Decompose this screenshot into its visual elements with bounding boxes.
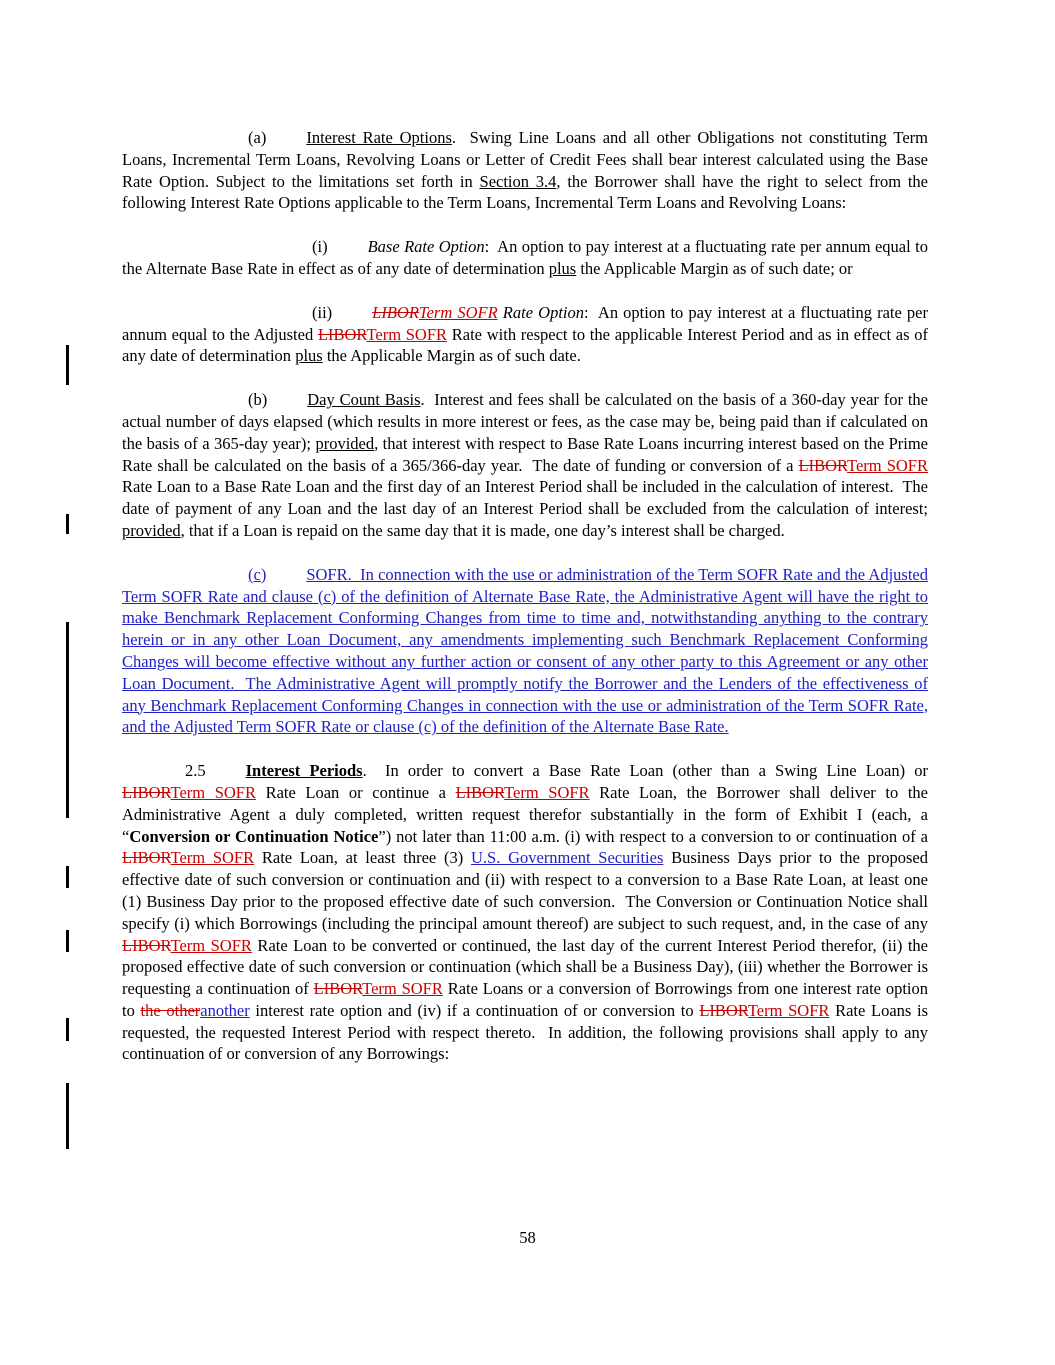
text-run: Rate Loan, at least three (3) [254,848,471,868]
deleted-text: LIBOR [372,302,419,322]
inserted-text: Term SOFR [366,324,448,344]
deleted-text: LIBOR [122,848,171,868]
text-run: . In order to convert a Base Rate Loan (other than a Swing Line Loan) or [362,761,928,781]
inserted-text: Term SOFR [747,1000,830,1020]
text-run: plus [295,346,323,366]
paragraph-a-interest-rate-options [122,127,928,214]
inserted-text: another [200,1000,250,1020]
text-run: the Applicable Margin as of such date. [322,346,581,366]
inserted-text: (c) [248,564,267,584]
text-run: Rate Loan to be converted or continued, the last day of the current Interest Period therefor, (ii) the proposed effective date of such conversion or continuation (which shall be a Business Day), (iii) whether the Borrower is requesting a continuation of [122,935,928,999]
text-run: Conversion or Continuation Notice [129,826,379,846]
text-run: the Applicable Margin as of such date; or [576,258,853,278]
text-run: Rate with respect to the applicable Interest Period and as in effect as of any date of determination [122,324,928,366]
inserted-text: Term SOFR [504,782,590,802]
text-run: ”) not later than 11:00 a.m. (i) with respect to a conversion to or continuation of a [378,826,928,846]
inserted-text: Term SOFR [418,302,498,322]
paragraph-i-base-rate-option [122,236,928,280]
deleted-text: LIBOR [798,455,848,475]
text-run: interest rate option and (iv) if a continuation of or conversion to [249,1000,700,1020]
deleted-text: LIBOR [313,979,363,999]
text-run: 2.5 [185,761,206,781]
paragraph-ii-term-sofr-rate-option [122,302,928,367]
inserted-text: Term SOFR [170,848,255,868]
deleted-text: LIBOR [122,782,171,802]
page-number: 58 [519,1228,536,1247]
text-run: Rate Loans is requested, the requested Interest Period with respect thereto. In addition, the following provisions shall apply to any continuation of or conversion of any Borrowings: [122,1000,928,1064]
change-bar [66,345,69,385]
paragraph-b-day-count-basis [122,389,928,542]
deleted-text: LIBOR [699,1000,748,1020]
text-run: Section 3.4 [479,171,557,191]
change-bar [66,866,69,888]
inserted-text: Term SOFR [847,455,928,475]
text-run: Rate Loan to a Base Rate Loan and the first day of an Interest Period shall be included in the calculation of interest. The date of payment of any Loan and the last day of an Interest Period shall be excluded from the calculation of interest; [122,477,928,519]
text-run: (a) [248,128,267,147]
text-run: . Interest and fees shall be calculated on the basis of a 360-day year for the actual number of days elapsed (which results in more interest or fees, as the case may be, being paid than if calculated on the basis of a 365-day year); [122,390,928,453]
inserted-text: Term SOFR [170,935,252,955]
deleted-text: LIBOR [122,935,171,955]
text-run: Interest Rate Options [306,128,452,147]
text-run: provided [122,520,181,540]
text-run: Rate Option [497,302,584,322]
text-run: (i) [312,237,328,257]
text-run: Rate Loans or a conversion of Borrowings from one interest rate option to [122,979,928,1020]
inserted-text: U.S. Government Securities [470,848,664,868]
text-run: plus [548,258,577,278]
text-run: Rate Loan or continue a [255,782,456,802]
deleted-text: LIBOR [317,324,367,344]
inserted-text: Term SOFR [362,979,443,999]
text-run: Rate Loan, the Borrower shall deliver to the Administrative Agent a duly completed, written request therefor substantially in the form of Exhibit I (each, a “ [122,782,928,846]
change-bar [66,622,69,818]
text-run: , the Borrower shall have the right to select from the following Interest Rate Options applicable to the Term Loans, Incremental Term Loans and Revolving Loans: [122,171,928,213]
inserted-text: Term SOFR [170,782,256,802]
deleted-text: LIBOR [455,782,505,802]
change-bar [66,514,69,534]
paragraph-c-sofr [122,564,928,738]
text-run: : An option to pay interest at a fluctuating rate per annum equal to the Alternate Base Rate in effect as of any date of determination [122,237,928,278]
text-run: Interest Periods [245,761,363,781]
change-bar [66,1083,69,1149]
text-run: (ii) [312,302,333,322]
inserted-text: SOFR. In connection with the use or administration of the Term SOFR Rate and the Adjusted Term SOFR Rate and clause (c) of the definition of Alternate Base Rate, the Administrative Agent will have the right to make Benchmark Replacement Conforming Changes from time to time and, notwithstanding anything to the contrary herein or in any other Loan Document, any amendments implementing such Benchmark Replacement Conforming Changes will become effective without any further action or consent of any other party to this Agreement or any other Loan Document. The Administrative Agent will promptly notify the Borrower and the Lenders of the effectiveness of any Benchmark Replacement Conforming Changes in connection with the use or administration of the Term SOFR Rate, and the Adjusted Term SOFR Rate or clause (c) of the definition of the Alternate Base Rate. [122,564,928,737]
page-content [122,127,928,1087]
text-run: Business Days prior to the proposed effective date of such conversion or continuation and (ii) with respect to a conversion to a Base Rate Loan, at least one (1) Business Day prior to the proposed effective date of such conversion. The Conversion or Continuation Notice shall specify (i) which Borrowings (including the principal amount thereof) are subject to such request, and, in the case of any [122,848,928,933]
text-run: (b) [248,390,268,410]
text-run: . Swing Line Loans and all other Obligations not constituting Term Loans, Incremental Term Loans, Revolving Loans or Letter of Credit Fees shall bear interest calculated using the Base Rate Option. Subject to the limitations set forth in [122,128,929,191]
deleted-text: the other [140,1000,201,1020]
paragraph-2-5-interest-periods [122,760,928,1065]
text-run: Day Count Basis [307,390,421,410]
text-run: Base Rate Option [367,237,485,257]
change-bar [66,930,69,952]
change-bar [66,1018,69,1041]
text-run: : An option to pay interest at a fluctuating rate per annum equal to the Adjusted [122,302,928,344]
text-run: provided [315,433,375,453]
text-run: , that interest with respect to Base Rate Loans incurring interest based on the Prime Rate shall be calculated on the basis of a 365/366-day year. The date of funding or conversion of a [122,433,929,475]
text-run: , that if a Loan is repaid on the same day that it is made, one day’s interest shall be charged. [180,520,785,540]
